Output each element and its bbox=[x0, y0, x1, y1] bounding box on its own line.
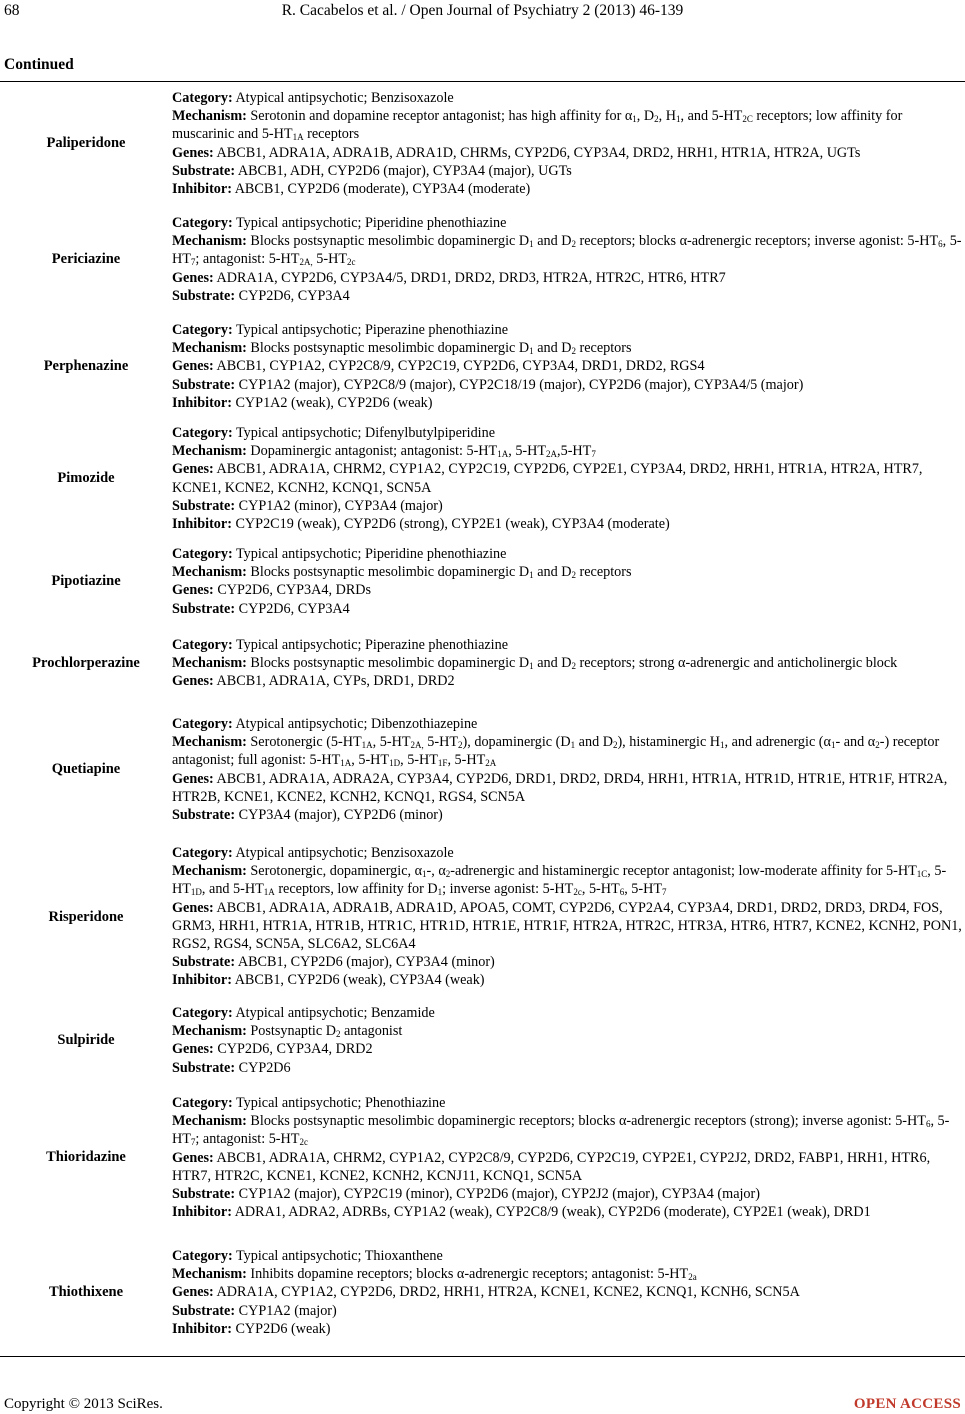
substrate-line bbox=[172, 497, 965, 515]
inhibitor-line bbox=[172, 180, 965, 198]
substrate-value: CYP2D6 bbox=[238, 1059, 291, 1076]
genes-value: ADRA1A, CYP2D6, CYP3A4/5, DRD1, DRD2, DRD3, HTR2A, HTR2C, HTR6, HTR7 bbox=[216, 269, 726, 286]
inhibitor-line bbox=[172, 1320, 965, 1338]
drug-info bbox=[172, 1247, 965, 1338]
substrate-label: Substrate: bbox=[172, 376, 236, 393]
substrate-label: Substrate: bbox=[172, 807, 236, 824]
genes-value: ABCB1, ADRA1A, ADRA1B, ADRA1D, APOA5, COMT, CYP2D6, CYP2A4, CYP3A4, DRD1, DRD2, DRD3, DRD4, FOS, GRM3, HRH1, HTR1A, HTR1B, HTR1C, HTR1D, HTR1E, HTR1F, HTR2A, HTR2C, HTR3A, HTR6, HTR7, KCNE2, KCNH2, PON1, RGS2, RGS4, SCN5A, SLC6A2, SLC6A4 bbox=[172, 899, 962, 953]
mechanism-line bbox=[172, 232, 965, 268]
mechanism-value: Blocks postsynaptic mesolimbic dopaminergic $D_1$ and $D_2$ receptors; strong α-adrenergic and anticholinergic block bbox=[250, 655, 898, 672]
mechanism-value: Blocks postsynaptic mesolimbic dopaminergic $D_1$ and $D_2$ receptors; blocks α-adrenergic receptors; inverse agonist: $5-HT_6$, $5-HT_7$; antagonist: $5-HT_{2A,}$ $5-HT_{2c}$ bbox=[172, 233, 962, 268]
substrate-value: CYP3A4 (major), CYP2D6 (minor) bbox=[238, 807, 443, 824]
inhibitor-label: Inhibitor: bbox=[172, 1320, 232, 1337]
mechanism-line bbox=[172, 733, 965, 769]
inhibitor-value: CYP1A2 (weak), CYP2D6 (weak) bbox=[235, 394, 433, 411]
mechanism-value: Blocks postsynaptic mesolimbic dopaminergic $D_1$ and $D_2$ receptors bbox=[250, 340, 632, 357]
mechanism-line bbox=[172, 1022, 965, 1040]
genes-value: ABCB1, ADRA1A, ADRA2A, CYP3A4, CYP2D6, DRD1, DRD2, DRD4, HRH1, HTR1A, HTR1D, HTR1E, HTR1F, HTR2A, HTR2B, KCNE1, KCNE2, KCNH2, KCNQ1, RGS4, SCN5A bbox=[172, 770, 948, 805]
table-row bbox=[0, 82, 965, 204]
category-value: Typical antipsychotic; Piperazine phenothiazine bbox=[235, 322, 508, 338]
category-value: Typical antipsychotic; Piperidine phenothiazine bbox=[235, 215, 507, 231]
mechanism-value: Serotonergic ($5-HT_{1A}$, $5-HT_{2A,}$ $5-HT_2$), dopaminergic ($D_1$ and $D_2$), histaminergic $H_1$, and adrenergic ($\alpha_1-$ and $\alpha_2-$) receptor antagonist; full agonist: $5-HT_{1A}$, $5-HT_{1D}$, $5-HT_{1F}$, $5-HT_{2A}$ bbox=[172, 734, 940, 769]
inhibitor-value: CYP2D6 (weak) bbox=[235, 1320, 331, 1337]
category-line bbox=[172, 715, 965, 733]
category-label: Category: bbox=[172, 1005, 233, 1021]
category-label: Category: bbox=[172, 716, 233, 732]
table-row bbox=[0, 314, 965, 418]
category-value: Typical antipsychotic; Difenylbutylpiperidine bbox=[235, 425, 496, 441]
copyright: Copyright © 2013 SciRes. bbox=[4, 1396, 163, 1412]
substrate-label: Substrate: bbox=[172, 497, 236, 514]
category-value: Typical antipsychotic; Piperazine phenothiazine bbox=[235, 637, 508, 653]
genes-label: Genes: bbox=[172, 461, 214, 478]
mechanism-label: Mechanism: bbox=[172, 1023, 247, 1040]
mechanism-line bbox=[172, 654, 965, 672]
category-label: Category: bbox=[172, 637, 233, 653]
inhibitor-value: ABCB1, CYP2D6 (weak), CYP3A4 (weak) bbox=[234, 972, 485, 989]
substrate-label: Substrate: bbox=[172, 287, 236, 304]
substrate-label: Substrate: bbox=[172, 1302, 236, 1319]
category-line bbox=[172, 844, 965, 862]
drug-name: Thioridazine bbox=[46, 1149, 126, 1165]
drug-name: Pimozide bbox=[57, 469, 115, 486]
category-line bbox=[172, 1094, 965, 1112]
genes-value: ABCB1, ADRA1A, CYPs, DRD1, DRD2 bbox=[216, 673, 455, 690]
drug-name: Quetiapine bbox=[51, 761, 121, 777]
substrate-value: CYP1A2 (minor), CYP3A4 (major) bbox=[238, 497, 443, 514]
page-header bbox=[0, 0, 965, 28]
table-row bbox=[0, 837, 965, 997]
genes-line bbox=[172, 1149, 965, 1185]
genes-value: ADRA1A, CYP1A2, CYP2D6, DRD2, HRH1, HTR2A, KCNE1, KCNE2, KCNQ1, KCNH6, SCN5A bbox=[216, 1284, 800, 1301]
category-value: Atypical antipsychotic; Benzamide bbox=[235, 1005, 435, 1021]
table-bottom-rule bbox=[0, 1356, 965, 1357]
substrate-label: Substrate: bbox=[172, 1059, 236, 1076]
mechanism-label: Mechanism: bbox=[172, 734, 247, 751]
mechanism-value: Postsynaptic $D_2$ antagonist bbox=[250, 1023, 403, 1040]
genes-line bbox=[172, 672, 965, 690]
drug-info bbox=[172, 636, 965, 691]
substrate-label: Substrate: bbox=[172, 1186, 236, 1203]
mechanism-line bbox=[172, 1265, 965, 1283]
substrate-label: Substrate: bbox=[172, 600, 236, 617]
category-line bbox=[172, 545, 965, 563]
genes-value: ABCB1, ADRA1A, CHRM2, CYP1A2, CYP2C8/9, CYP2D6, CYP2C19, CYP2E1, CYP2J2, DRD2, FABP1, HRH1, HTR6, HTR7, HTR2C, KCNE1, KCNE2, KCNH2, KCNJ11, KCNQ1, SCN5A bbox=[172, 1149, 931, 1184]
mechanism-line bbox=[172, 563, 965, 581]
substrate-line bbox=[172, 1302, 965, 1320]
inhibitor-label: Inhibitor: bbox=[172, 1204, 232, 1221]
genes-line bbox=[172, 357, 965, 375]
genes-line bbox=[172, 144, 965, 162]
genes-value: ABCB1, ADRA1A, CHRM2, CYP1A2, CYP2C19, CYP2D6, CYP2E1, CYP3A4, DRD2, HRH1, HTR1A, HTR2A, HTR7, KCNE1, KCNE2, KCNH2, KCNQ1, SCN5A bbox=[172, 461, 923, 496]
substrate-line bbox=[172, 1059, 965, 1077]
substrate-label: Substrate: bbox=[172, 162, 236, 179]
genes-label: Genes: bbox=[172, 899, 214, 916]
inhibitor-line bbox=[172, 515, 965, 533]
category-label: Category: bbox=[172, 1248, 233, 1264]
genes-line bbox=[172, 581, 965, 599]
running-title: R. Cacabelos et al. / Open Journal of Psychiatry 2 (2013) 46-139 bbox=[281, 2, 684, 19]
inhibitor-label: Inhibitor: bbox=[172, 394, 232, 411]
genes-label: Genes: bbox=[172, 358, 214, 375]
category-line bbox=[172, 89, 965, 107]
table-row bbox=[0, 624, 965, 702]
substrate-label: Substrate: bbox=[172, 954, 236, 971]
genes-line bbox=[172, 1040, 965, 1058]
category-label: Category: bbox=[172, 215, 233, 231]
drug-info bbox=[172, 89, 965, 198]
category-label: Category: bbox=[172, 90, 233, 106]
page-number: 68 bbox=[4, 2, 20, 19]
drug-info bbox=[172, 1004, 965, 1077]
genes-label: Genes: bbox=[172, 582, 214, 599]
category-label: Category: bbox=[172, 425, 233, 441]
substrate-line bbox=[172, 806, 965, 824]
table-row bbox=[0, 1232, 965, 1352]
substrate-line bbox=[172, 1185, 965, 1203]
drug-info bbox=[172, 844, 965, 990]
genes-label: Genes: bbox=[172, 1149, 214, 1166]
genes-value: CYP2D6, CYP3A4, DRDs bbox=[217, 582, 372, 599]
substrate-line bbox=[172, 162, 965, 180]
inhibitor-value: ABCB1, CYP2D6 (moderate), CYP3A4 (moderate) bbox=[234, 181, 531, 198]
substrate-value: CYP2D6, CYP3A4 bbox=[238, 600, 350, 617]
open-access-label: OPEN ACCESS bbox=[853, 1396, 961, 1412]
inhibitor-value: ADRA1, ADRA2, ADRBs, CYP1A2 (weak), CYP2C8/9 (weak), CYP2D6 (moderate), CYP2E1 (weak), DRD1 bbox=[234, 1204, 871, 1221]
substrate-value: ABCB1, CYP2D6 (major), CYP3A4 (minor) bbox=[237, 954, 495, 971]
table-row bbox=[0, 702, 965, 837]
substrate-line bbox=[172, 953, 965, 971]
category-value: Atypical antipsychotic; Dibenzothiazepine bbox=[235, 716, 478, 732]
category-line bbox=[172, 424, 965, 442]
table-row bbox=[0, 538, 965, 624]
mechanism-value: Blocks postsynaptic mesolimbic dopaminergic $D_1$ and $D_2$ receptors bbox=[250, 564, 632, 581]
drug-name: Prochlorperazine bbox=[32, 654, 140, 671]
category-value: Typical antipsychotic; Phenothiazine bbox=[235, 1095, 446, 1111]
mechanism-line bbox=[172, 862, 965, 898]
mechanism-value: Dopaminergic antagonist; antagonist: $5-HT_{1A}$, $5-HT_{2A},5-HT_7$ bbox=[250, 443, 596, 460]
genes-line bbox=[172, 460, 965, 496]
substrate-value: CYP1A2 (major), CYP2C19 (minor), CYP2D6 (major), CYP2J2 (major), CYP3A4 (major) bbox=[238, 1186, 760, 1203]
table-row bbox=[0, 418, 965, 538]
category-label: Category: bbox=[172, 1095, 233, 1111]
inhibitor-value: CYP2C19 (weak), CYP2D6 (strong), CYP2E1 (weak), CYP3A4 (moderate) bbox=[235, 516, 670, 533]
mechanism-label: Mechanism: bbox=[172, 1113, 247, 1130]
inhibitor-label: Inhibitor: bbox=[172, 972, 232, 989]
inhibitor-line bbox=[172, 971, 965, 989]
mechanism-label: Mechanism: bbox=[172, 655, 247, 672]
mechanism-value: Inhibits dopamine receptors; blocks α-adrenergic receptors; antagonist: $5-HT_{2a}$ bbox=[250, 1266, 697, 1283]
mechanism-line bbox=[172, 442, 965, 460]
substrate-line bbox=[172, 287, 965, 305]
category-line bbox=[172, 1004, 965, 1022]
substrate-line bbox=[172, 600, 965, 618]
inhibitor-label: Inhibitor: bbox=[172, 516, 232, 533]
mechanism-label: Mechanism: bbox=[172, 233, 247, 250]
substrate-value: CYP1A2 (major), CYP2C8/9 (major), CYP2C18/19 (major), CYP2D6 (major), CYP3A4/5 (major) bbox=[238, 376, 804, 393]
drug-name: Perphenazine bbox=[43, 357, 129, 374]
drug-name: Risperidone bbox=[48, 908, 124, 925]
drug-info bbox=[172, 424, 965, 533]
drug-info bbox=[172, 214, 965, 305]
inhibitor-label: Inhibitor: bbox=[172, 181, 232, 198]
genes-line bbox=[172, 770, 965, 806]
mechanism-value: Serotonin and dopamine receptor antagonist; has high affinity for $\alpha_1$, $D_2$, $H_1$, and $5-HT_{2C}$ receptors; low affinity for muscarinic and $5-HT_{1A}$ receptors bbox=[172, 108, 903, 143]
mechanism-label: Mechanism: bbox=[172, 443, 247, 460]
drug-name: Sulpiride bbox=[57, 1031, 115, 1048]
drug-info bbox=[172, 545, 965, 618]
drug-info bbox=[172, 715, 965, 824]
inhibitor-line bbox=[172, 394, 965, 412]
table-row bbox=[0, 1083, 965, 1232]
genes-line bbox=[172, 899, 965, 954]
substrate-value: ABCB1, ADH, CYP2D6 (major), CYP3A4 (major), UGTs bbox=[237, 162, 572, 179]
category-line bbox=[172, 636, 965, 654]
mechanism-label: Mechanism: bbox=[172, 1266, 247, 1283]
drug-name: Periciazine bbox=[51, 250, 121, 267]
category-label: Category: bbox=[172, 546, 233, 562]
substrate-value: CYP2D6, CYP3A4 bbox=[238, 287, 350, 304]
mechanism-line bbox=[172, 1112, 965, 1148]
drug-name: Thiothixene bbox=[48, 1283, 124, 1300]
substrate-value: CYP1A2 (major) bbox=[238, 1302, 337, 1319]
category-value: Typical antipsychotic; Piperidine phenothiazine bbox=[235, 546, 507, 562]
mechanism-label: Mechanism: bbox=[172, 564, 247, 581]
genes-label: Genes: bbox=[172, 673, 214, 690]
genes-value: CYP2D6, CYP3A4, DRD2 bbox=[217, 1041, 373, 1058]
mechanism-value: Blocks postsynaptic mesolimbic dopaminergic receptors; blocks α-adrenergic receptors (strong); inverse agonist: $5-HT_6$, $5-HT_7$; antagonist: $5-HT_{2c}$ bbox=[172, 1113, 950, 1148]
genes-label: Genes: bbox=[172, 144, 214, 161]
category-line bbox=[172, 321, 965, 339]
genes-line bbox=[172, 269, 965, 287]
category-label: Category: bbox=[172, 845, 233, 861]
drug-info bbox=[172, 321, 965, 412]
mechanism-value: Serotonergic, dopaminergic, $\alpha_1-$, $\alpha_2$-adrenergic and histaminergic receptor antagonist; low-moderate affinity for $5-HT_{1C}$, $5-HT_{1D}$, and $5-HT_{1A}$ receptors, low affinity for $D_1$; inverse agonist: $5-HT_{2c}$, $5-HT_6$, $5-HT_7$ bbox=[172, 863, 947, 898]
drug-name: Paliperidone bbox=[46, 134, 126, 151]
mechanism-line bbox=[172, 107, 965, 143]
category-line bbox=[172, 214, 965, 232]
drug-name: Pipotiazine bbox=[51, 572, 121, 589]
category-label: Category: bbox=[172, 322, 233, 338]
inhibitor-line bbox=[172, 1203, 965, 1221]
continued-label: Continued bbox=[4, 56, 74, 73]
genes-line bbox=[172, 1283, 965, 1301]
table-row bbox=[0, 204, 965, 314]
category-value: Atypical antipsychotic; Benzisoxazole bbox=[235, 90, 454, 106]
category-line bbox=[172, 1247, 965, 1265]
table-row bbox=[0, 997, 965, 1083]
genes-label: Genes: bbox=[172, 1284, 214, 1301]
genes-label: Genes: bbox=[172, 770, 214, 787]
genes-label: Genes: bbox=[172, 1041, 214, 1058]
genes-value: ABCB1, ADRA1A, ADRA1B, ADRA1D, CHRMs, CYP2D6, CYP3A4, DRD2, HRH1, HTR1A, HTR2A, UGTs bbox=[216, 144, 861, 161]
genes-value: ABCB1, CYP1A2, CYP2C8/9, CYP2C19, CYP2D6, CYP3A4, DRD1, DRD2, RGS4 bbox=[216, 358, 705, 375]
mechanism-line bbox=[172, 339, 965, 357]
mechanism-label: Mechanism: bbox=[172, 108, 247, 125]
category-value: Atypical antipsychotic; Benzisoxazole bbox=[235, 845, 454, 861]
mechanism-label: Mechanism: bbox=[172, 863, 247, 880]
genes-label: Genes: bbox=[172, 269, 214, 286]
substrate-line bbox=[172, 376, 965, 394]
drug-info bbox=[172, 1094, 965, 1221]
category-value: Typical antipsychotic; Thioxanthene bbox=[235, 1248, 443, 1264]
mechanism-label: Mechanism: bbox=[172, 340, 247, 357]
